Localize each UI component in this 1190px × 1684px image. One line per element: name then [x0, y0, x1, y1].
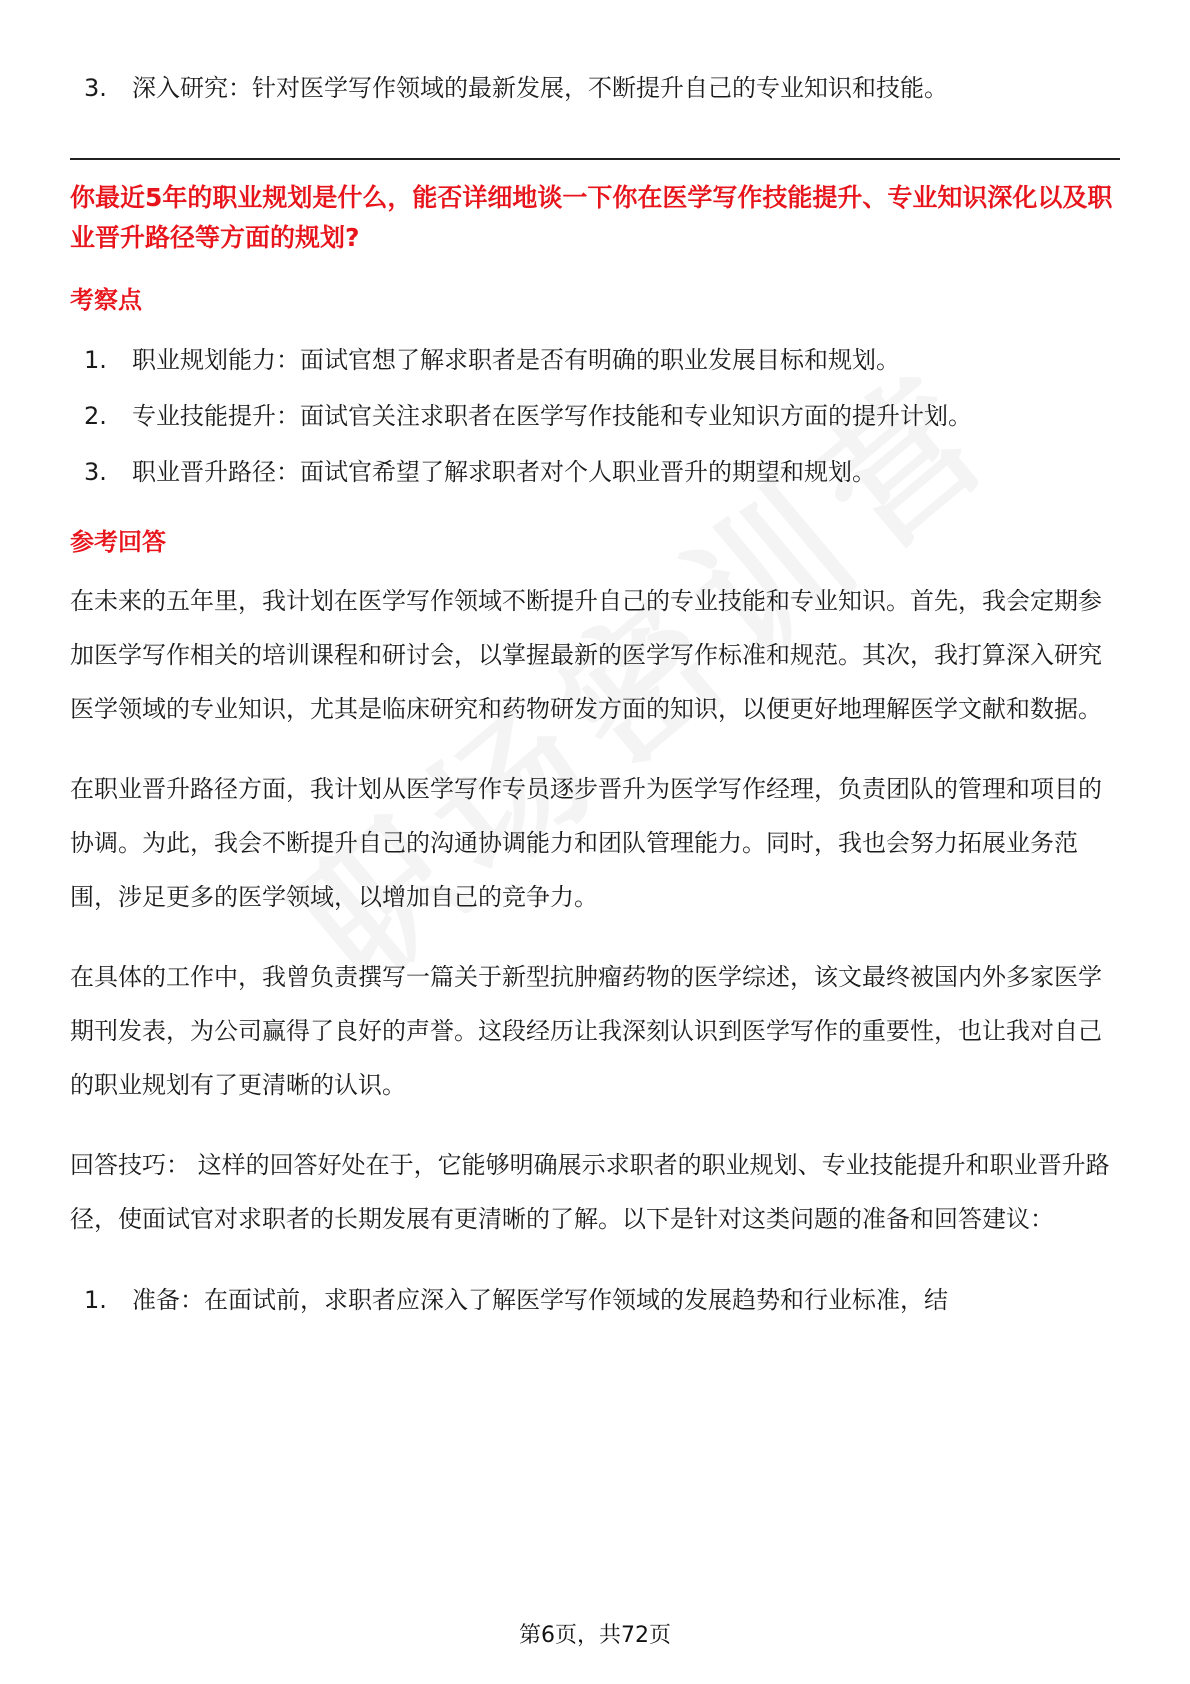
list-number: 1.	[84, 346, 107, 374]
section-title-exam-points: 考察点	[70, 286, 142, 314]
list-text: 深入研究：针对医学写作领域的最新发展，不断提升自己的专业知识和技能。	[132, 74, 948, 102]
exam-points-list	[70, 332, 1120, 500]
section-title-reference-answer: 参考回答	[70, 528, 166, 556]
list-text: 准备：在面试前，求职者应深入了解医学写作领域的发展趋势和行业标准，结	[132, 1286, 948, 1314]
list-number: 1.	[84, 1286, 107, 1314]
list-text: 职业晋升路径：面试官希望了解求职者对个人职业晋升的期望和规划。	[132, 458, 876, 486]
list-item	[70, 388, 1120, 444]
list-item	[70, 444, 1120, 500]
answer-paragraph: 在职业晋升路径方面，我计划从医学写作专员逐步晋升为医学写作经理，负责团队的管理和项目的协调。为此，我会不断提升自己的沟通协调能力和团队管理能力。同时，我也会努力拓展业务范围，涉足更多的医学领域，以增加自己的竞争力。	[70, 775, 1102, 911]
list-number: 3.	[84, 458, 107, 486]
divider	[70, 158, 1120, 160]
list-item	[70, 60, 1120, 116]
answer-tips-paragraph: 回答技巧： 这样的回答好处在于，它能够明确展示求职者的职业规划、专业技能提升和职业晋升路径，使面试官对求职者的长期发展有更清晰的了解。以下是针对这类问题的准备和回答建议：	[70, 1151, 1110, 1233]
answer-paragraph: 在未来的五年里，我计划在医学写作领域不断提升自己的专业技能和专业知识。首先，我会定期参加医学写作相关的培训课程和研讨会，以掌握最新的医学写作标准和规范。其次，我打算深入研究医学领域的专业知识，尤其是临床研究和药物研发方面的知识，以便更好地理解医学文献和数据。	[70, 587, 1102, 723]
question-heading: 你最近5年的职业规划是什么，能否详细地谈一下你在医学写作技能提升、专业知识深化以及职业晋升路径等方面的规划?	[70, 183, 1113, 252]
list-number: 2.	[84, 402, 107, 430]
page-footer: 第6页，共72页	[519, 1623, 671, 1648]
list-item	[70, 332, 1120, 388]
list-text: 专业技能提升：面试官关注求职者在医学写作技能和专业知识方面的提升计划。	[132, 402, 972, 430]
list-number: 3.	[84, 74, 107, 102]
answer-paragraph: 在具体的工作中，我曾负责撰写一篇关于新型抗肿瘤药物的医学综述，该文最终被国内外多家医学期刊发表，为公司赢得了良好的声誉。这段经历让我深刻认识到医学写作的重要性，也让我对自己的职业规划有了更清晰的认识。	[70, 963, 1102, 1099]
list-text: 职业规划能力：面试官想了解求职者是否有明确的职业发展目标和规划。	[132, 346, 900, 374]
content	[70, 60, 1120, 1328]
list-item	[70, 1272, 1120, 1328]
